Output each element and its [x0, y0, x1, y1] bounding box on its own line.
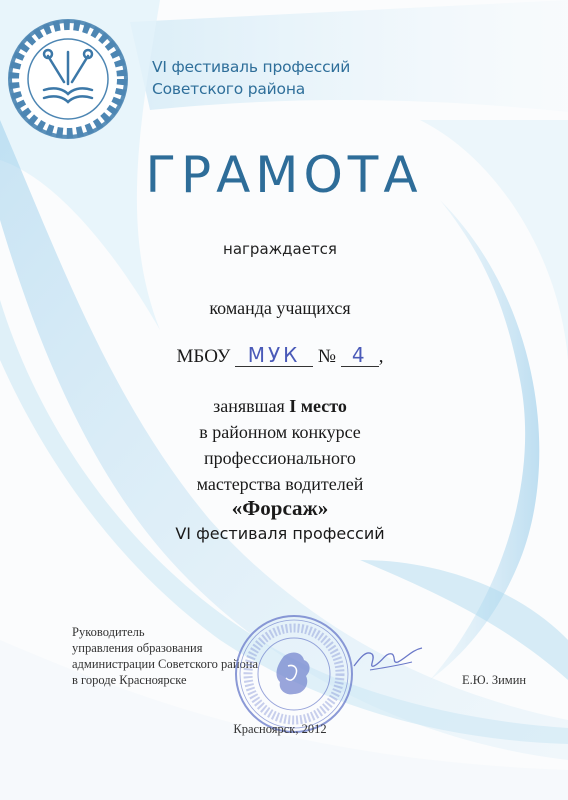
- festival-line-2: Советского района: [152, 80, 306, 98]
- city-year: Красноярск, 2012: [233, 722, 327, 736]
- recipient-text: команда учащихся: [209, 298, 351, 318]
- school-logo: [4, 16, 132, 142]
- organization-row: [0, 344, 560, 369]
- org-prefix: МБОУ: [176, 346, 231, 367]
- prof-line: профессионального: [204, 448, 356, 468]
- number-handwritten: 4: [341, 344, 379, 367]
- position-line-2: управления образования: [72, 641, 203, 655]
- festival-title: [152, 56, 452, 100]
- number-sign: №: [317, 346, 336, 367]
- position-line-3: администрации Советского района: [72, 657, 259, 671]
- awarded-label: награждается: [223, 240, 337, 258]
- festival-line-1: VI фестиваль профессий: [152, 58, 351, 76]
- handwritten-signature: [352, 640, 424, 674]
- place-prefix: занявшая: [213, 396, 285, 416]
- org-handwritten: МУК: [235, 344, 313, 367]
- place-bold: I место: [289, 396, 347, 416]
- skill-line: мастерства водителей: [196, 474, 364, 494]
- org-suffix: ,: [378, 346, 384, 367]
- place-row: [0, 394, 560, 418]
- contest-line: в районном конкурсе: [199, 422, 361, 442]
- certificate-title: ГРАМОТА: [145, 146, 423, 204]
- contest-name: «Форсаж»: [231, 496, 329, 520]
- official-seal: [232, 612, 356, 736]
- position-line-1: Руководитель: [72, 625, 145, 639]
- signer-name: Е.Ю. Зимин: [462, 673, 527, 687]
- position-line-4: в городе Красноярске: [72, 673, 187, 687]
- festival-line: VI фестиваля профессий: [175, 524, 385, 543]
